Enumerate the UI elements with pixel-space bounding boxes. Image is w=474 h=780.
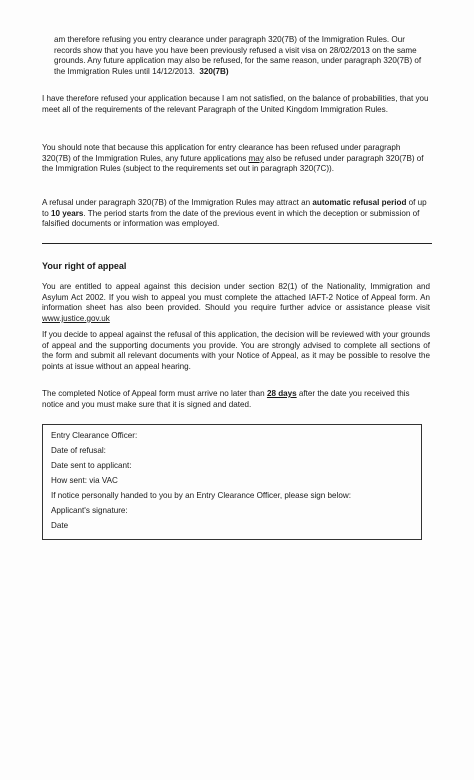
- ten-years-bold: 10 years: [51, 208, 84, 218]
- may-underlined: may: [248, 153, 264, 163]
- section-divider: [42, 243, 432, 244]
- appeal-review-paragraph: If you decide to appeal against the refusal of this application, the decision will be reviewed with your grounds of appeal and the supporting documents you provide. You are strongly advised to complete all sections of the form and submit all relevant documents with your Notice of Appeal, as it may be possible to resolve the points at issue without an appeal hearing.: [42, 330, 430, 371]
- appeal-heading: Your right of appeal: [42, 261, 127, 271]
- entry-clearance-officer-label: Entry Clearance Officer:: [51, 431, 138, 440]
- applicant-signature-label: Applicant's signature:: [51, 506, 128, 515]
- future-applications-text-end: also be refused under paragraph 320(7B) of the Immigration Rules (subject to the requirements set out in paragraph 320(7C)).: [42, 153, 424, 174]
- appeal-entitlement-text: You are entitled to appeal against this decision under section 82(1) of the Nationality, Immigration and Asylum Act 2002. If you wish to appeal you must complete the attached IAFT-2 Notice of Appeal form. An information sheet has also been provided. Should you require further advice or assistance please visit: [42, 282, 430, 313]
- date-sent-label: Date sent to applicant:: [51, 461, 132, 470]
- twenty-eight-days: 28 days: [266, 389, 297, 398]
- future-applications-text: You should note that because this application for entry clearance has been refused under paragraph 320(7B) of the Immigration Rules, any future applications: [42, 143, 401, 163]
- up-to-text: of up to: [42, 198, 427, 218]
- appeal-deadline-paragraph: [42, 389, 430, 410]
- justice-website-link[interactable]: www.justice.gov.uk: [42, 313, 110, 323]
- automatic-refusal-intro: A refusal under paragraph 320(7B) of the Immigration Rules may attract an: [42, 198, 311, 207]
- automatic-refusal-bold: automatic refusal period: [312, 198, 407, 207]
- personally-handed-label: If notice personally handed to you by an Entry Clearance Officer, please sign below:: [51, 491, 351, 500]
- date-label: Date: [51, 521, 69, 530]
- appeal-entitlement-paragraph: [42, 282, 430, 324]
- how-sent-label: How sent: via VAC: [51, 476, 118, 485]
- refusal-paragraph-320-7b: [54, 35, 426, 77]
- future-applications-paragraph: [42, 143, 430, 175]
- refusal-text: am therefore refusing you entry clearance under paragraph 320(7B) of the Immigration Rules. Our records show that you have you have been previously refused a visit visa on 28/02/2013 on the same grounds. Any future application may also be refused, for the same reason, under paragraph 320(7B) of the Immigration Rules until 14/12/2013.: [54, 35, 422, 76]
- officer-details-box: [42, 424, 422, 540]
- date-of-refusal-label: Date of refusal:: [51, 446, 106, 455]
- balance-of-probabilities-paragraph: I have therefore refused your application because I am not satisfied, on the balance of probabilities, that you meet all of the requirements of the relevant Paragraph of the United Kingdom Immigration Rules.: [42, 94, 429, 114]
- automatic-refusal-paragraph: [42, 198, 430, 230]
- deadline-text-end: after the date you received this notice and you must make sure that it is signed and dated.: [42, 389, 410, 409]
- period-explanation: . The period starts from the date of the previous event in which the deception or submission of falsified documents or information was employed.: [42, 208, 420, 229]
- deadline-text: The completed Notice of Appeal form must arrive no later than: [42, 389, 265, 398]
- paragraph-reference-bold: 320(7B): [199, 66, 229, 76]
